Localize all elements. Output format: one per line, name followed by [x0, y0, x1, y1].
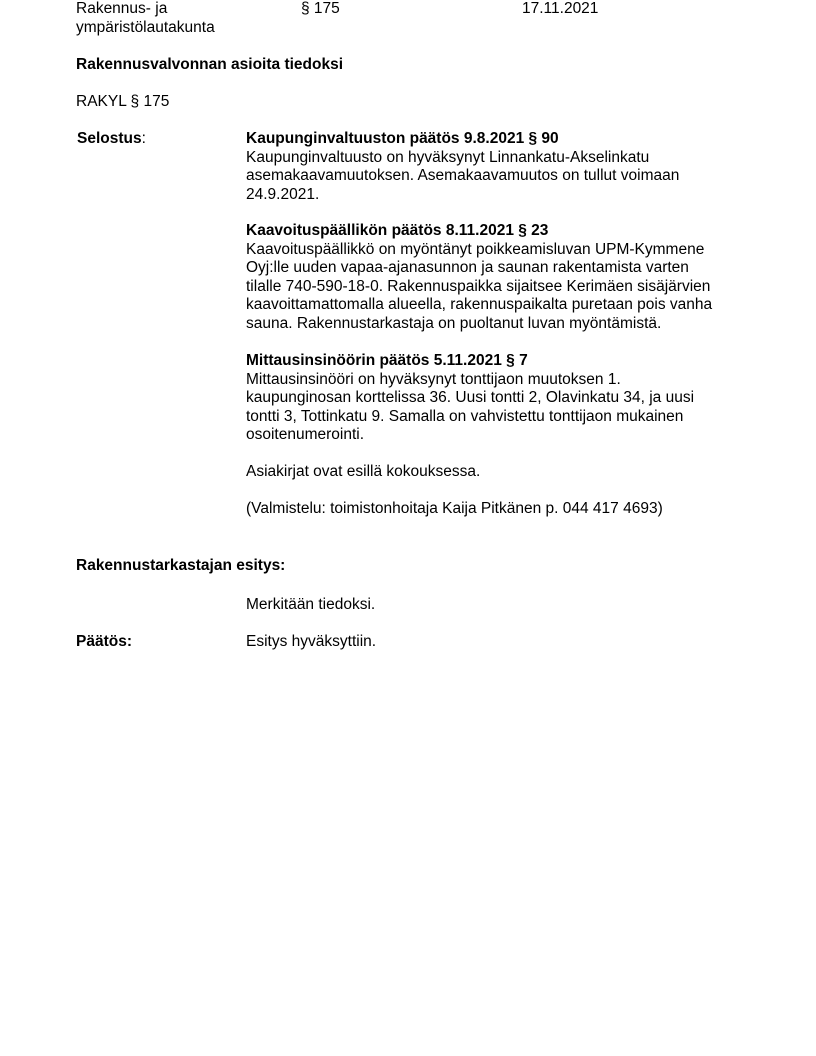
selostus-item-line: kaavoittamattomalla alueella, rakennuspaikalta puretaan pois vanha — [246, 296, 713, 313]
selostus-item-line: sauna. Rakennustarkastaja on puoltanut luvan myöntämistä. — [246, 314, 662, 332]
selostus-item-line: tontti 3, Tottinkatu 9. Samalla on vahvistettu tonttijaon mukainen — [246, 407, 684, 425]
selostus-item-line: Mittausinsinööri on hyväksynyt tonttijaon muutoksen 1. — [246, 370, 621, 388]
committee-name-line1: Rakennus- ja — [76, 0, 168, 17]
page-title: Rakennusvalvonnan asioita tiedoksi — [76, 56, 344, 73]
selostus-label — [77, 130, 146, 149]
decision-label: Päätös: — [76, 633, 132, 650]
selostus-item-line: osoitenumerointi. — [246, 426, 365, 443]
reference: RAKYL § 175 — [76, 93, 170, 110]
selostus-item-heading: Mittausinsinöörin päätös 5.11.2021 § 7 — [246, 352, 528, 369]
selostus-item-heading: Kaupunginvaltuuston päätös 9.8.2021 § 90 — [246, 130, 559, 147]
committee-name-line2: ympäristölautakunta — [76, 18, 215, 36]
selostus-item-line: Kaavoituspäällikkö on myöntänyt poikkeamisluvan UPM-Kymmene — [246, 240, 705, 258]
decision-text: Esitys hyväksyttiin. — [246, 633, 377, 650]
header-date: 17.11.2021 — [522, 0, 599, 17]
selostus-item-line: Kaupunginvaltuusto on hyväksynyt Linnankatu-Akselinkatu — [246, 148, 650, 166]
selostus-item-line: tilalle 740-590-18-0. Rakennuspaikka sijaitsee Kerimäen sisäjärvien — [246, 277, 711, 295]
preparer-note: (Valmistelu: toimistonhoitaja Kaija Pitkänen p. 044 417 4693) — [246, 500, 663, 517]
proposal-label: Rakennustarkastajan esitys: — [76, 557, 286, 574]
proposal-text: Merkitään tiedoksi. — [246, 596, 376, 613]
selostus-item-line: 24.9.2021. — [246, 185, 320, 203]
selostus-item-heading: Kaavoituspäällikön päätös 8.11.2021 § 23 — [246, 222, 549, 239]
selostus-label-text: Selostus — [77, 130, 142, 147]
selostus-item — [246, 222, 746, 333]
selostus-item — [246, 352, 746, 445]
selostus-label-colon: : — [141, 130, 146, 147]
selostus-item — [246, 130, 746, 204]
selostus-item-line: asemakaavamuutoksen. Asemakaavamuutos on tullut voimaan — [246, 167, 680, 184]
documents-note: Asiakirjat ovat esillä kokouksessa. — [246, 463, 481, 480]
selostus-item-line: kaupunginosan korttelissa 36. Uusi tontti 2, Olavinkatu 34, ja uusi — [246, 389, 695, 406]
committee-name — [76, 0, 215, 37]
header-section: § 175 — [301, 0, 340, 17]
selostus-item-line: Oyj:lle uuden vapaa-ajanasunnon ja saunan rakentamista varten — [246, 259, 689, 276]
